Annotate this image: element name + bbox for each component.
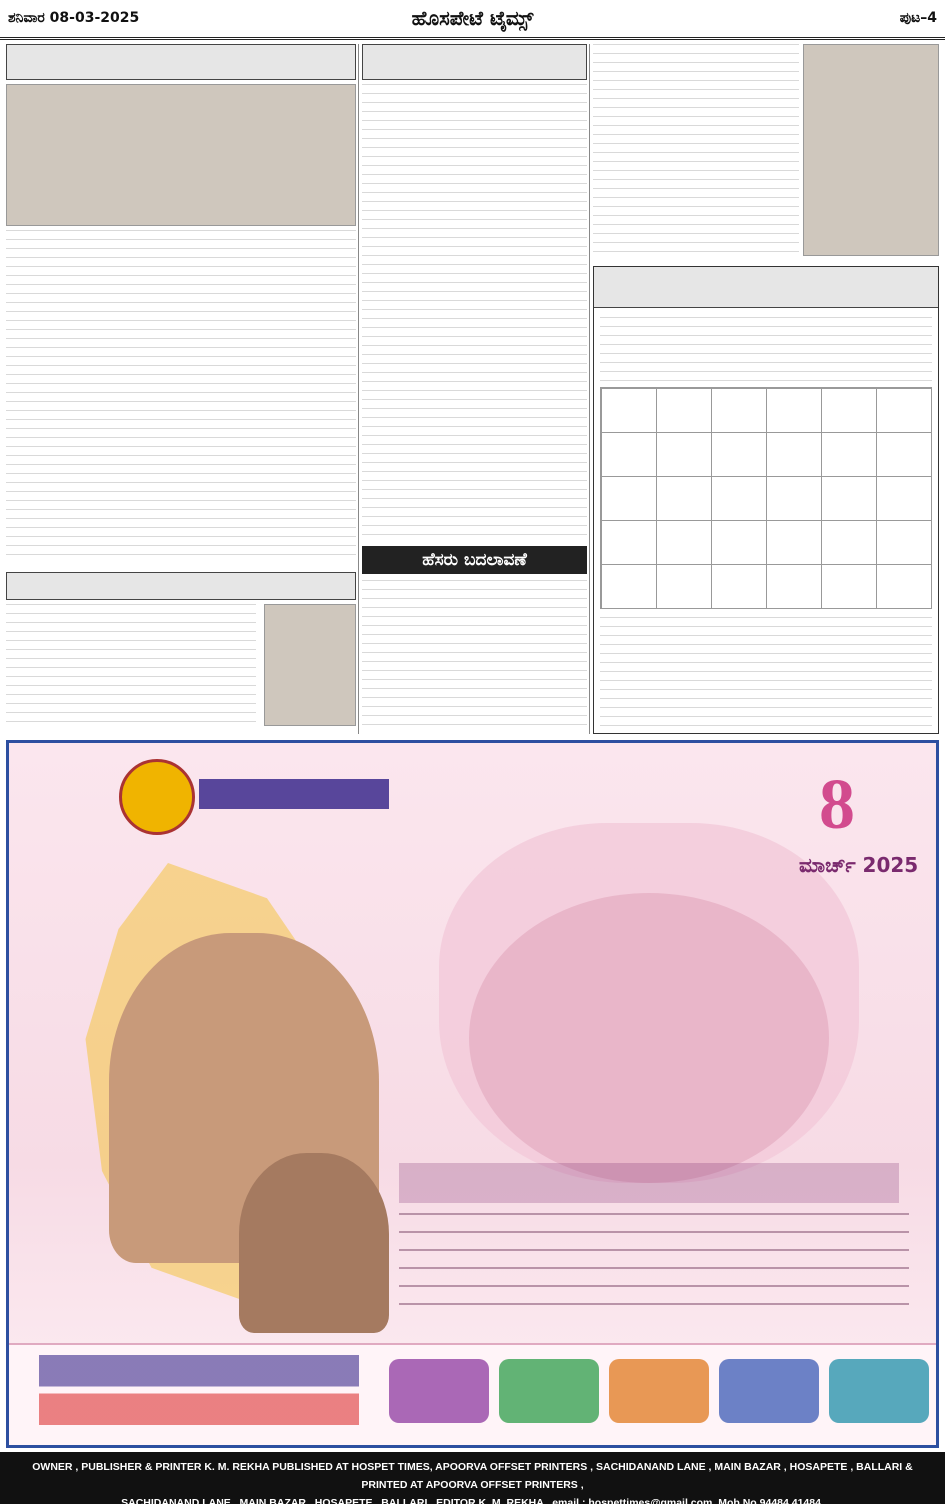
event-photo <box>6 84 356 226</box>
column-right <box>593 44 939 734</box>
scheme-logo-shakti-icon <box>389 1359 489 1423</box>
column-left <box>6 44 356 734</box>
story-body-text <box>6 230 356 560</box>
column-divider <box>589 44 590 734</box>
footer-line-2: SACHIDANAND LANE , MAIN BAZAR , HOSAPETE , BALLARI , EDITOR K. M. REKHA . email : hospettimes@gmail.com, Mob No 94484 41484. <box>121 1497 824 1509</box>
leader-portrait-secondary <box>239 1153 389 1333</box>
guarantee-schemes-strip <box>9 1343 936 1445</box>
date-month: ಮಾರ್ಚ್ 2025 <box>799 853 919 877</box>
scheme-logo-yuvanidhi-icon <box>829 1359 929 1423</box>
ad-title-block <box>399 1163 899 1203</box>
column-divider <box>358 44 359 734</box>
government-emblem-icon <box>119 759 195 835</box>
story-body-text <box>593 44 799 254</box>
notice-body-text <box>362 580 587 730</box>
womens-day-advertisement <box>6 740 939 1448</box>
department-name-bar <box>199 779 389 809</box>
notice-title: ಹೆಸರು ಬದಲಾವಣೆ <box>362 546 587 574</box>
page-number: ಪುಟ–4 <box>899 10 937 26</box>
newspaper-title: ಹೊಸಪೇಟೆ ಟೈಮ್ಸ್ <box>411 6 534 30</box>
column-middle <box>362 44 587 734</box>
scheme-logo-gruhajyothi-icon <box>609 1359 709 1423</box>
protest-photo <box>803 44 939 256</box>
column-body-text <box>6 604 256 724</box>
columnist-photo <box>264 604 356 726</box>
women-group-photo <box>469 893 829 1183</box>
scheme-logo-annabhagya-icon <box>499 1359 599 1423</box>
date-number: 8 <box>819 764 855 844</box>
issue-date: ಶನಿವಾರ 08-03-2025 <box>8 10 140 26</box>
tender-header <box>594 267 938 308</box>
tender-table <box>600 387 932 609</box>
tender-intro-text <box>600 317 932 381</box>
karnataka-slogan-block <box>39 1355 359 1425</box>
publisher-footer <box>0 1452 945 1509</box>
ad-body-text <box>399 1213 909 1309</box>
column-headline-bar <box>6 572 356 600</box>
scheme-logo-gruhalakshmi-icon <box>719 1359 819 1423</box>
tender-conditions-text <box>600 617 932 727</box>
story-headline-block <box>362 44 587 80</box>
story-body-text <box>362 84 587 539</box>
footer-line-1: OWNER , PUBLISHER & PRINTER K. M. REKHA PUBLISHED AT HOSPET TIMES, APOORVA OFFSET PRINTERS , SACHIDANAND LANE , MAIN BAZAR , HOSAPETE , BALLARI & PRINTED AT APOORVA OFFSET PRINTERS , <box>32 1461 913 1491</box>
story-headline-block <box>6 44 356 80</box>
tender-notice <box>593 266 939 734</box>
masthead <box>0 0 945 40</box>
